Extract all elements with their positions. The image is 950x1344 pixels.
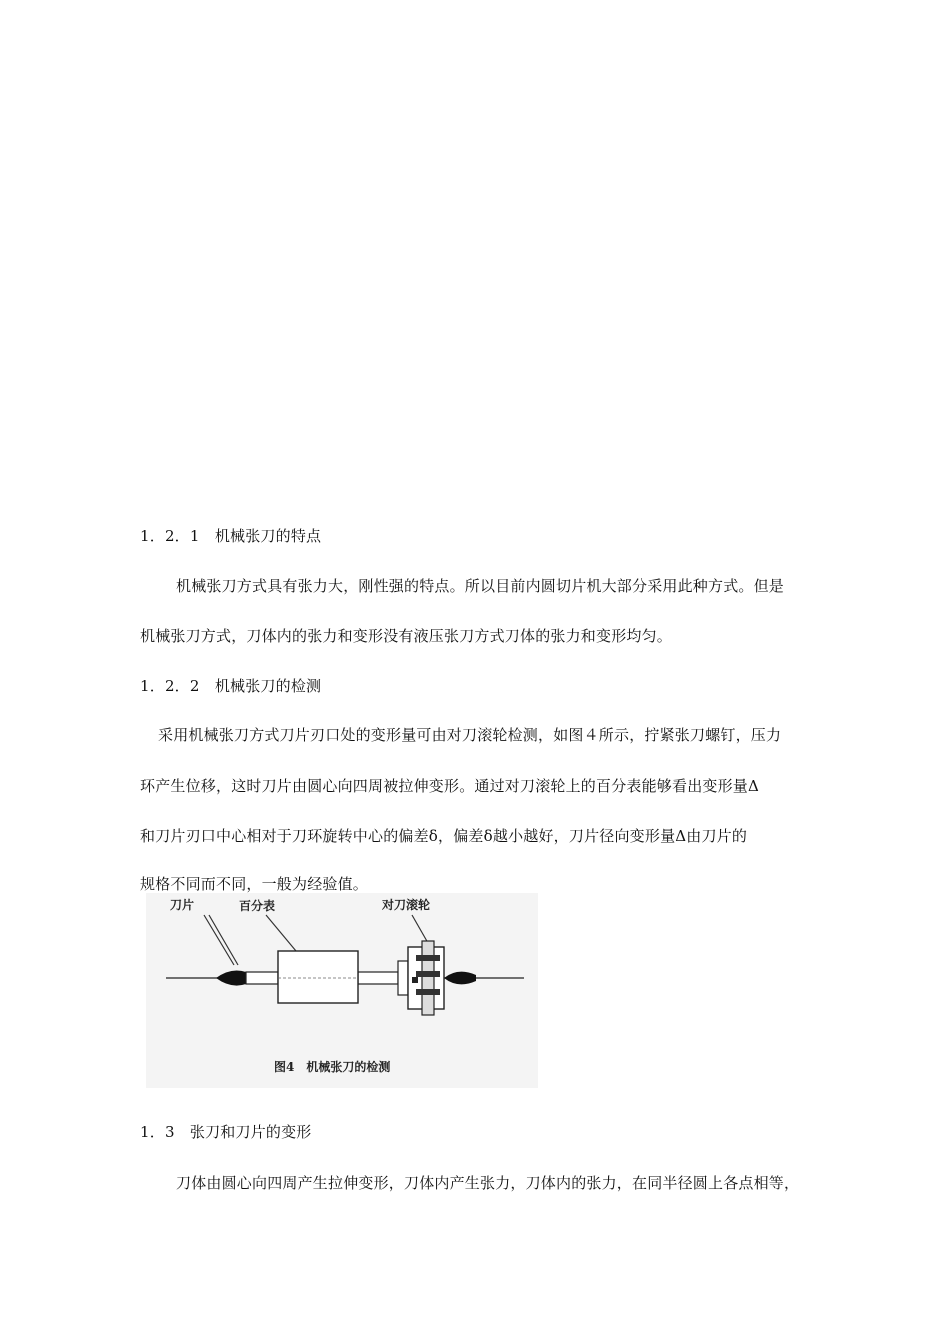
shaft-left [246,972,278,984]
roller-bracket [398,961,408,995]
figure-mechanical-tension-detection [146,893,538,1088]
figure-label-roller: 对刀滚轮 [382,898,431,912]
paragraph-line: 规格不同而不同，一般为经验值。 [140,875,369,893]
section-heading-1-2-1: 1．2．1 机械张刀的特点 [140,527,322,545]
roller-screw [412,977,418,983]
section-heading-1-3: 1．3 张刀和刀片的变形 [140,1123,312,1141]
paragraph-line: 和刀片刃口中心相对于刀环旋转中心的偏差δ，偏差δ越小越好，刀片径向变形量Δ由刀片的 [140,827,748,845]
shaft-right [358,972,398,984]
paragraph-line: 环产生位移，这时刀片由圆心向四周被拉伸变形。通过对刀滚轮上的百分表能够看出变形量Δ [140,777,760,795]
paragraph-line: 刀体由圆心向四周产生拉伸变形，刀体内产生张力，刀体内的张力，在同半径圆上各点相等， [176,1174,800,1192]
figure-label-dial-indicator: 百分表 [239,899,276,913]
roller-bolt [416,971,440,977]
section-heading-1-2-2: 1．2．2 机械张刀的检测 [140,677,322,695]
dial-indicator-body [278,951,358,1003]
roller-bolt [416,955,440,961]
roller-wheel [422,941,434,1015]
paragraph-line: 机械张刀方式，刀体内的张力和变形没有液压张刀方式刀体的张力和变形均匀。 [140,627,673,645]
paragraph-line: 机械张刀方式具有张力大，刚性强的特点。所以目前内圆切片机大部分采用此种方式。但是 [176,577,785,595]
figure-caption: 图4 机械张刀的检测 [274,1060,391,1074]
roller-bolt [416,989,440,995]
paragraph-line: 采用机械张刀方式刀片刃口处的变形量可由对刀滚轮检测，如图４所示，拧紧张刀螺钉，压力 [158,726,782,744]
figure-label-blade: 刀片 [170,898,195,912]
